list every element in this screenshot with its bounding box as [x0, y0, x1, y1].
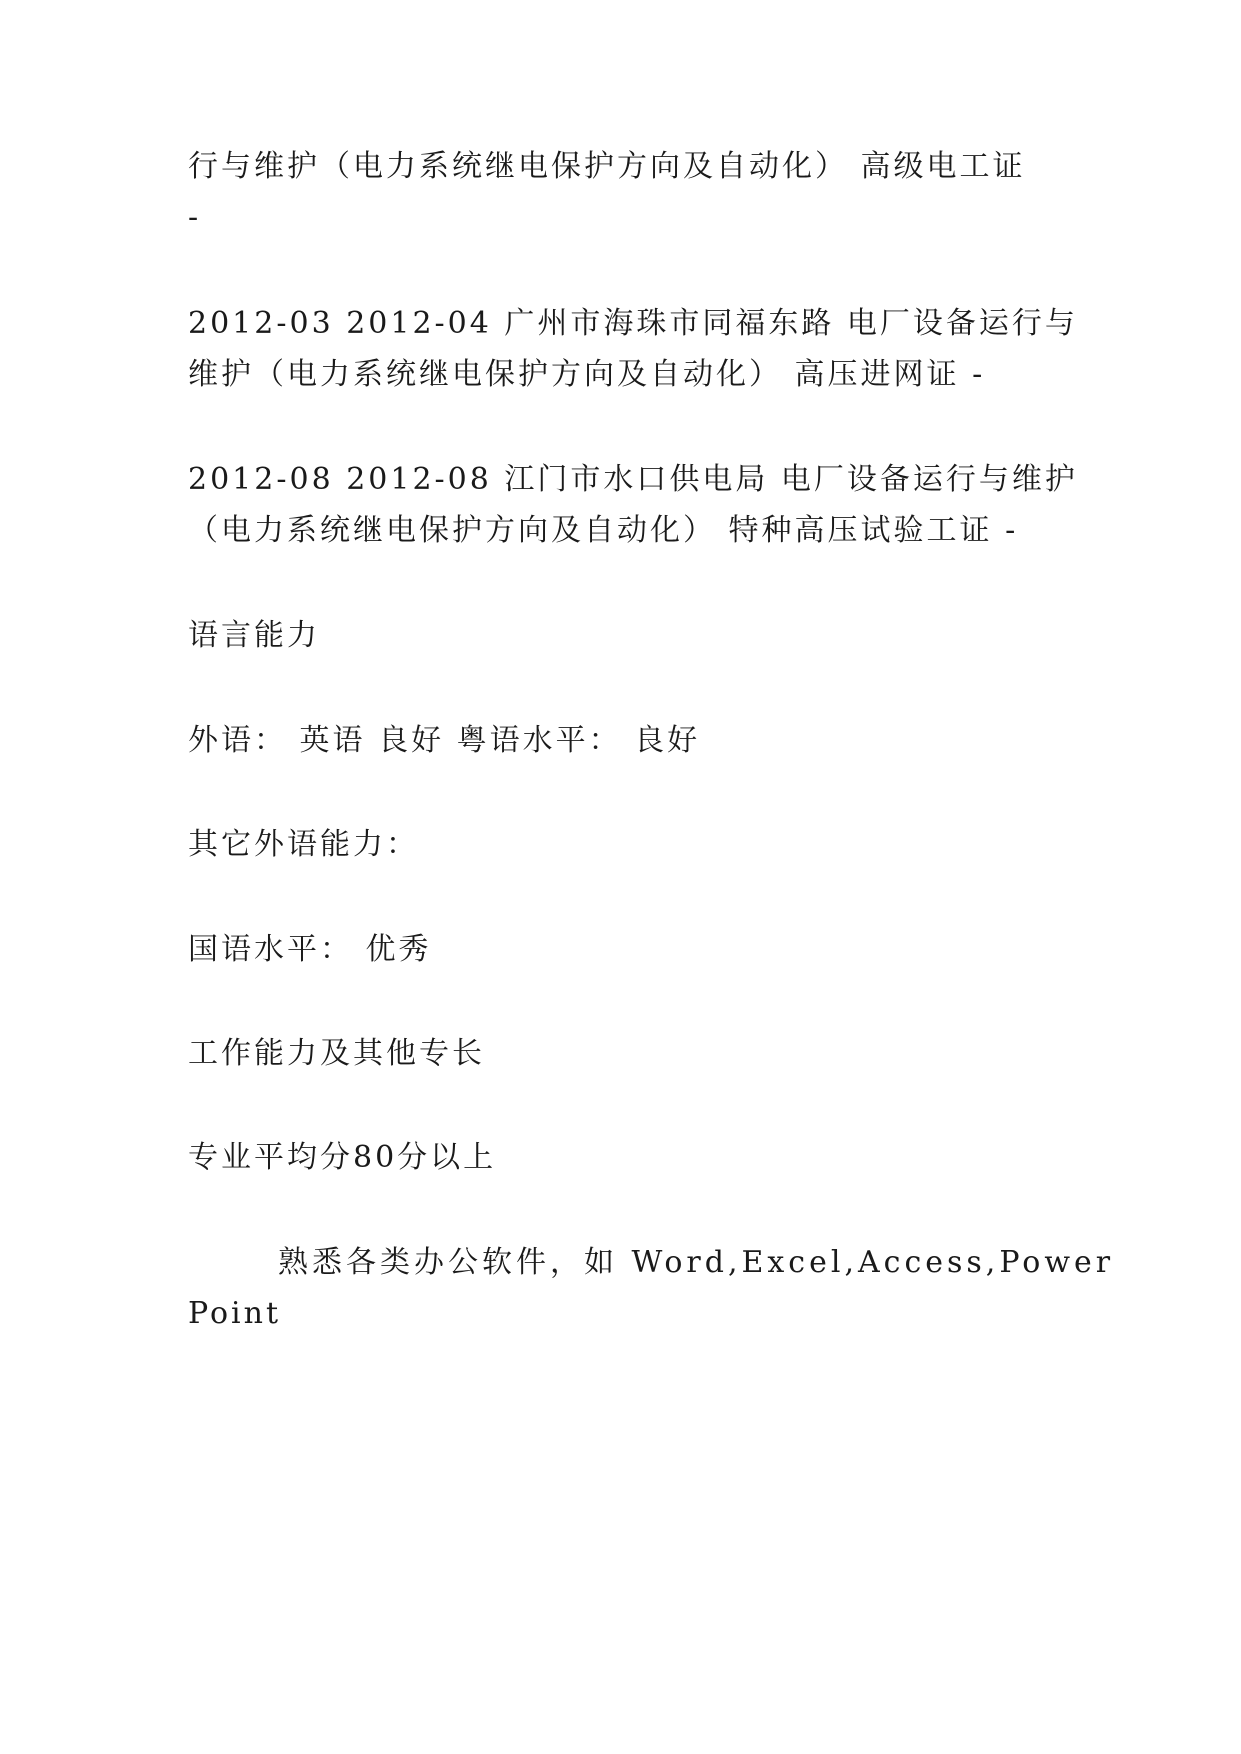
section-heading-language: 语言能力 — [188, 618, 320, 653]
paragraph-average-score: 专业平均分80分以上 — [188, 1140, 497, 1175]
paragraph-office-software-line2: Point — [188, 1296, 282, 1331]
paragraph-certificate-electrician-line2: - — [188, 200, 202, 235]
paragraph-certificate-grid-line2: 维护（电力系统继电保护方向及自动化） 高压进网证 - — [188, 357, 986, 392]
paragraph-certificate-hv-test-line2: （电力系统继电保护方向及自动化） 特种高压试验工证 - — [188, 513, 1019, 548]
paragraph-mandarin-level: 国语水平： 优秀 — [188, 932, 432, 967]
paragraph-certificate-grid-line1: 2012-03 2012-04 广州市海珠市同福东路 电厂设备运行与 — [188, 306, 1078, 341]
section-heading-skills: 工作能力及其他专长 — [188, 1036, 485, 1071]
paragraph-certificate-electrician-line1: 行与维护（电力系统继电保护方向及自动化） 高级电工证 — [188, 149, 1026, 184]
paragraph-certificate-hv-test-line1: 2012-08 2012-08 江门市水口供电局 电厂设备运行与维护 — [188, 462, 1078, 497]
paragraph-office-software-line1: 熟悉各类办公软件，如 Word,Excel,Access,Power — [278, 1245, 1115, 1280]
paragraph-foreign-language: 外语： 英语 良好 粤语水平： 良好 — [188, 723, 701, 758]
paragraph-other-languages: 其它外语能力： — [188, 827, 419, 862]
